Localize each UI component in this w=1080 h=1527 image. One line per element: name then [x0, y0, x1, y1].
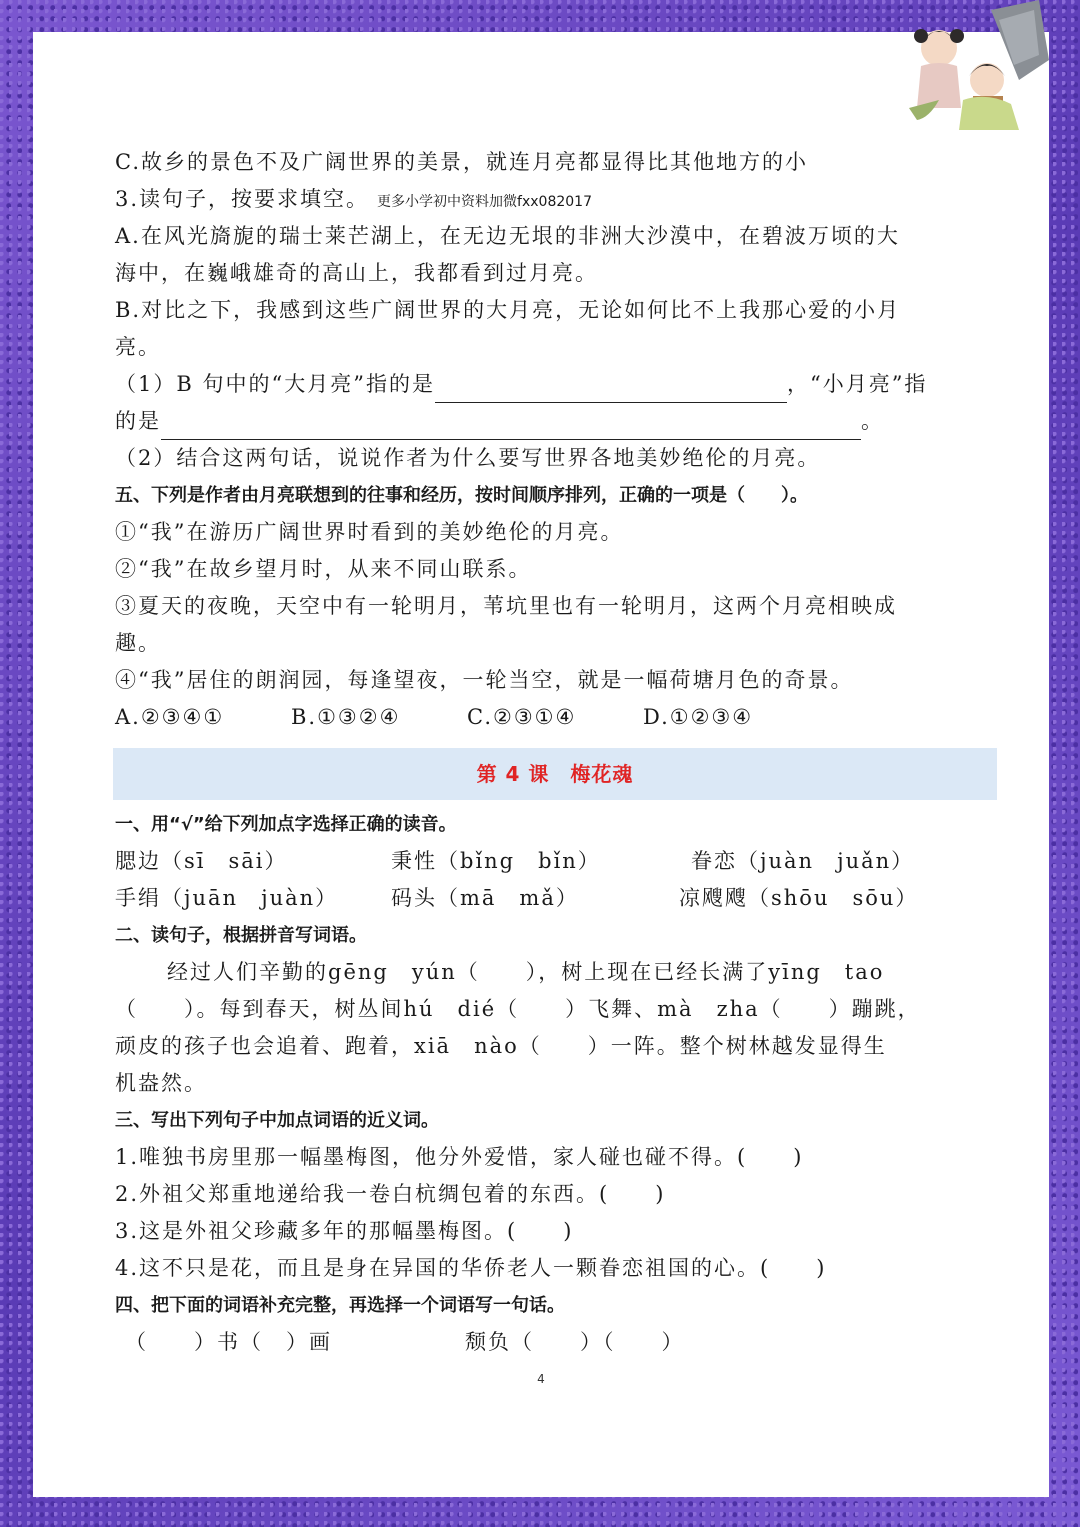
sub-question-1-middle: ，“小月亮”指: [786, 372, 928, 396]
section-2-line-1: 经过人们辛勤的gēng yún（ ），树上现在已经长满了yīng tao: [167, 960, 885, 984]
section-2-line-4: 机盎然。: [115, 1071, 207, 1095]
choice-c[interactable]: C.②③①④: [467, 705, 577, 729]
resource-note: 更多小学初中资料加微fxx082017: [377, 194, 592, 210]
sub-question-1-end: 。: [861, 409, 884, 433]
q5-item-3b: 趣。: [115, 631, 161, 655]
question-3-text: 3.读句子，按要求填空。: [115, 187, 370, 211]
sub-question-1-cont: [115, 403, 995, 440]
sentence-a-line-2: 海中，在巍峨雄奇的高山上，我都看到过月亮。: [115, 261, 598, 285]
pinyin-item: 手绢（juān juàn）: [115, 886, 339, 910]
question-3-title: [115, 181, 995, 218]
idiom-blank-1: （ ）书（ ）画: [125, 1330, 332, 1354]
q5-item-1: ①“我”在游历广阔世界时看到的美妙绝伦的月亮。: [115, 520, 624, 544]
q5-item-4: ④“我”居住的朗润园，每逢望夜，一轮当空，就是一幅荷塘月色的奇景。: [115, 668, 854, 692]
idiom-blank-2: 颓负（ ）（ ）: [465, 1330, 685, 1354]
pinyin-row-2: [115, 880, 995, 917]
choice-b[interactable]: B.①③②④: [291, 705, 401, 729]
pinyin-item: 眷恋（juàn juǎn）: [691, 849, 915, 873]
reading-children-illustration: [899, 0, 1049, 150]
pinyin-row-1: [115, 843, 995, 880]
sub-question-1-prompt: （1）B 句中的“大月亮”指的是: [115, 372, 435, 396]
section-3-item-2: 2.外祖父郑重地递给我一卷白杭绸包着的东西。( ): [115, 1182, 666, 1206]
pinyin-item: 凉飕飕（shōu sōu）: [679, 886, 919, 910]
choice-d[interactable]: D.①②③④: [643, 705, 754, 729]
sub-question-1: [115, 366, 995, 403]
sentence-b-line-1: B.对比之下，我感到这些广阔世界的大月亮，无论如何比不上我那心爱的小月: [115, 298, 901, 322]
section-4-words: [115, 1324, 995, 1361]
section-3-item-1: 1.唯独书房里那一幅墨梅图，他分外爱惜，家人碰也碰不得。( ): [115, 1145, 804, 1169]
section-1-title: 一、用“√”给下列加点字选择正确的读音。: [115, 814, 457, 835]
lesson-title-bar: 第 4 课 梅花魂: [113, 748, 997, 800]
page-number: 4: [537, 1372, 545, 1386]
section-2-title: 二、读句子，根据拼音写词语。: [115, 925, 367, 946]
sub-question-2: （2）结合这两句话，说说作者为什么要写世界各地美妙绝伦的月亮。: [115, 446, 821, 470]
question-5-title: 五、下列是作者由月亮联想到的往事和经历，按时间顺序排列，正确的一项是（ ）。: [115, 485, 808, 506]
worksheet-page: [33, 32, 1049, 1497]
section-3-item-3: 3.这是外祖父珍藏多年的那幅墨梅图。( ): [115, 1219, 574, 1243]
section-2-line-3: 顽皮的孩子也会追着、跑着，xiā nào（ ）一阵。整个树林越发显得生: [115, 1034, 887, 1058]
sentence-a-line-1: A.在风光旖旎的瑞士莱芒湖上，在无边无垠的非洲大沙漠中，在碧波万顷的大: [115, 224, 900, 248]
option-c-line: C.故乡的景色不及广阔世界的美景，就连月亮都显得比其他地方的小: [115, 150, 808, 174]
pinyin-item: 秉性（bǐng bǐn）: [391, 849, 601, 873]
q5-item-2: ②“我”在故乡望月时，从来不同山联系。: [115, 557, 532, 581]
section-2-line-2: （ ）。每到春天，树丛间hú dié（ ）飞舞、mà zha（ ）蹦跳，: [115, 997, 921, 1021]
pinyin-item: 腮边（sī sāi）: [115, 849, 288, 873]
section-4-title: 四、把下面的词语补充完整，再选择一个词语写一句话。: [115, 1295, 565, 1316]
sub-question-1-cont-text: 的是: [115, 409, 161, 433]
choice-a[interactable]: A.②③④①: [115, 705, 225, 729]
sentence-b-line-2: 亮。: [115, 335, 161, 359]
q5-choices: [115, 699, 995, 736]
answer-blank-1[interactable]: [435, 374, 787, 403]
pinyin-item: 码头（mā mǎ）: [391, 886, 579, 910]
section-3-item-4: 4.这不只是花，而且是身在异国的华侨老人一颗眷恋祖国的心。( ): [115, 1256, 827, 1280]
section-3-title: 三、写出下列句子中加点词语的近义词。: [115, 1110, 439, 1131]
answer-blank-2[interactable]: [161, 411, 861, 440]
q5-item-3a: ③夏天的夜晚，天空中有一轮明月，苇坑里也有一轮明月，这两个月亮相映成: [115, 594, 897, 618]
